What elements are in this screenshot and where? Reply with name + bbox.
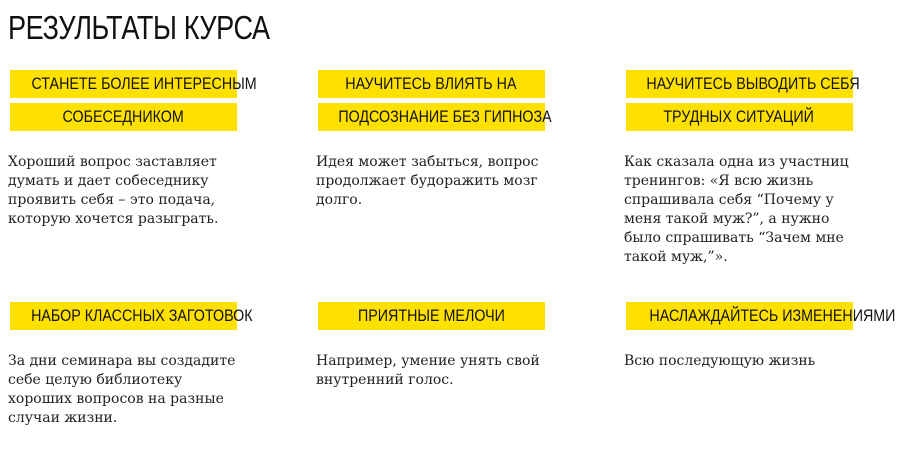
page-title: РЕЗУЛЬТАТЫ КУРСА <box>8 9 270 46</box>
card-text: За дни семинара вы создадите себе целую библиотеку хороших вопросов на разные случаи жизни. <box>8 353 236 426</box>
card-title-line: ПОДСОЗНАНИЕ БЕЗ ГИПНОЗА <box>318 103 545 131</box>
card-title <box>624 70 860 131</box>
card-title-line: НАБОР КЛАССНЫХ ЗАГОТОВОК <box>10 302 237 330</box>
card-title-line: НАСЛАЖДАЙТЕСЬ ИЗМЕНЕНИЯМИ <box>626 302 853 330</box>
card-title-line: СОБЕСЕДНИКОМ <box>10 103 237 131</box>
card-title <box>316 70 552 131</box>
card-title-line: СТАНЕТЕ БОЛЕЕ ИНТЕРЕСНЫМ <box>10 70 237 98</box>
card-title <box>316 302 546 330</box>
card-title-line: НАУЧИТЕСЬ ВЫВОДИТЬ СЕБЯ <box>626 70 853 98</box>
result-card-nice-details <box>316 302 546 390</box>
result-card-templates <box>8 302 253 428</box>
card-title-line: НАУЧИТЕСЬ ВЛИЯТЬ НА <box>318 70 545 98</box>
card-title <box>8 302 253 330</box>
card-text: Например, умение унять свой внутренний голос. <box>316 353 540 388</box>
result-card-interesting <box>8 70 257 229</box>
result-card-enjoy-changes <box>624 302 895 371</box>
card-text: Всю последующую жизнь <box>624 353 816 369</box>
card-text: Хороший вопрос заставляет думать и дает собеседнику проявить себя – это подача, которую хочется разыграть. <box>8 154 219 227</box>
card-text: Идея может забыться, вопрос продолжает будоражить мозг долго. <box>316 154 539 208</box>
card-text: Как сказала одна из участниц тренингов: «Я всю жизнь спрашивала себя “Почему у меня такой муж?”, а нужно было спрашивать “Зачем мне такой муж,”». <box>624 154 849 265</box>
card-title <box>624 302 895 330</box>
card-title-line: ПРИЯТНЫЕ МЕЛОЧИ <box>318 302 545 330</box>
card-title-line: ТРУДНЫХ СИТУАЦИЙ <box>626 103 853 131</box>
result-card-difficult-situations <box>624 70 860 267</box>
result-card-influence <box>316 70 552 210</box>
card-title <box>8 70 257 131</box>
